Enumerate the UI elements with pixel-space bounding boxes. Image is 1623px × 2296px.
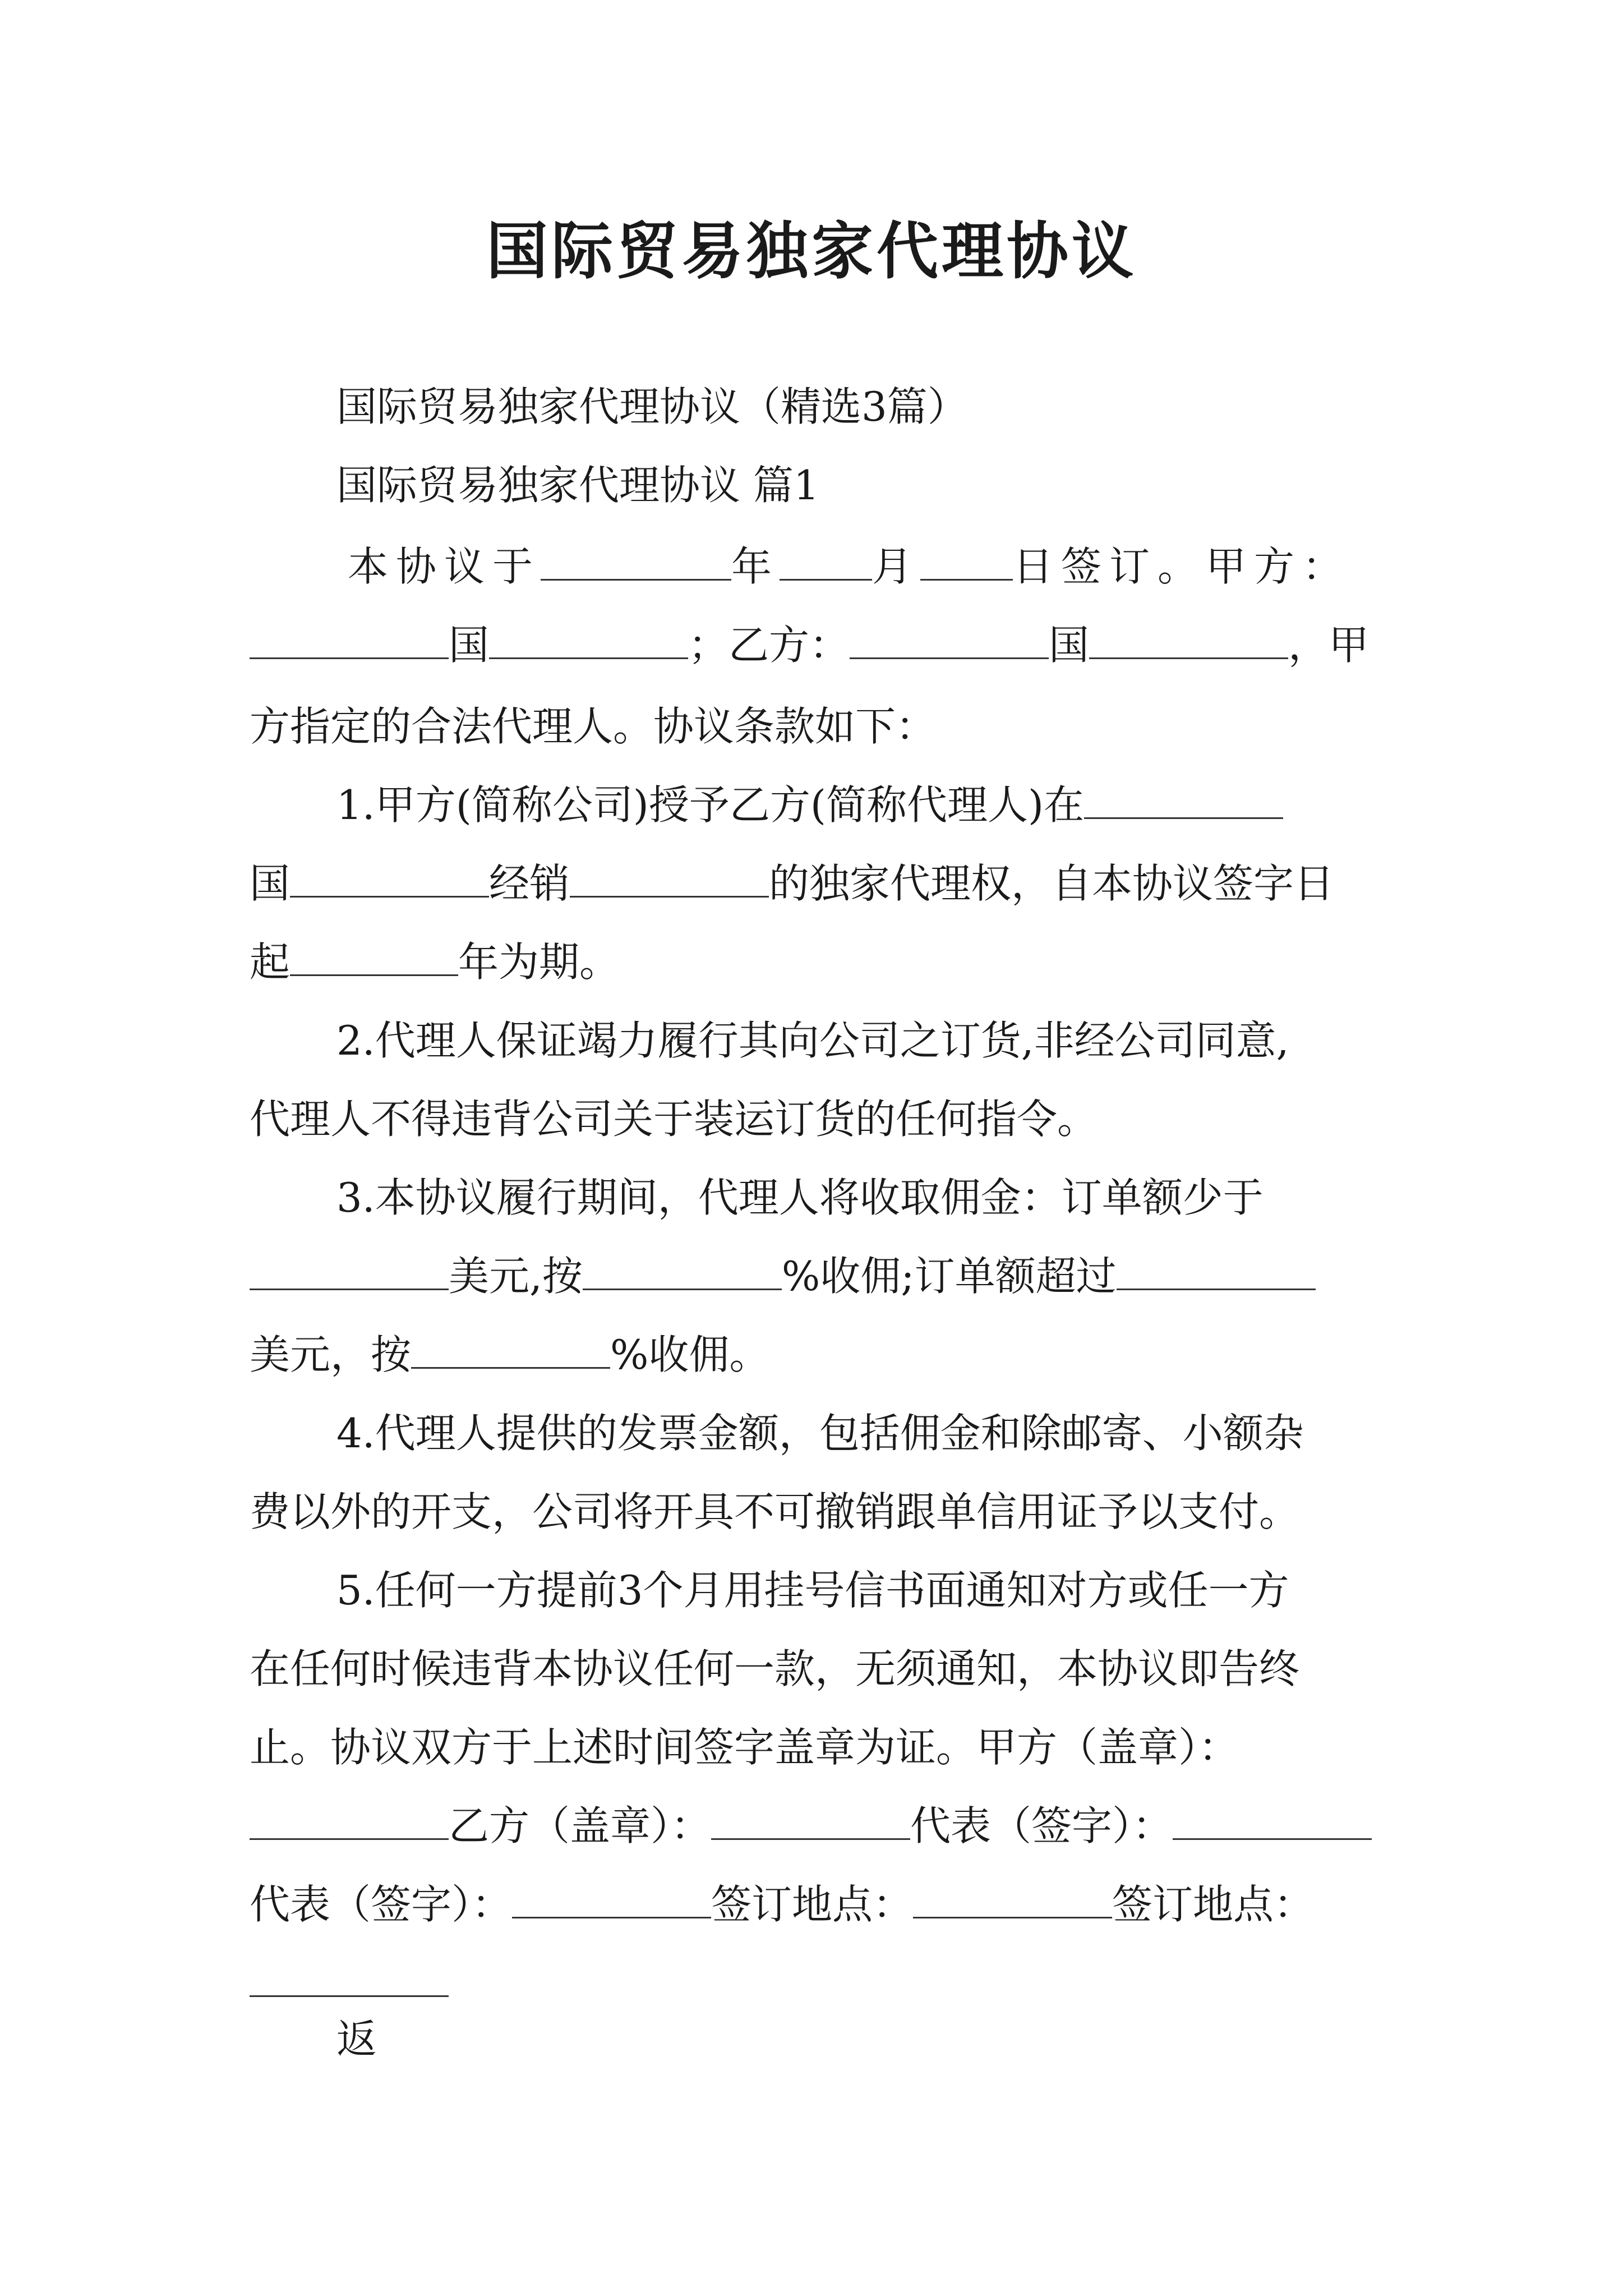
- text: 签订地点：: [711, 1881, 914, 1928]
- text: 国: [449, 622, 490, 669]
- signature-line-2: [250, 1876, 1382, 1932]
- footer-text: 返: [336, 2016, 377, 2063]
- text: 的独家代理权，自本协议签字日: [769, 860, 1335, 907]
- blank: [850, 617, 1049, 659]
- blank: [711, 1798, 910, 1840]
- preamble-line-2: [250, 617, 1382, 673]
- clause-5-line-3: 止。协议双方于上述时间签字盖章为证。甲方（盖章）：: [250, 1724, 1239, 1771]
- blank: [1084, 777, 1283, 819]
- text: 年为期。: [458, 938, 620, 986]
- blank: [583, 1248, 782, 1290]
- year-blank: [541, 539, 731, 581]
- text: 美元,按: [449, 1253, 583, 1300]
- text: %收佣。: [610, 1331, 770, 1378]
- text: 经销: [489, 860, 570, 907]
- blank: [913, 1876, 1112, 1918]
- blank: [411, 1327, 610, 1369]
- section-heading: 国际贸易独家代理协议 篇1: [336, 462, 819, 509]
- clause-3-line-1: 3.本协议履行期间，代理人将收取佣金：订单额少于: [336, 1174, 1264, 1221]
- text: 代表（签字）：: [250, 1881, 513, 1928]
- document-subtitle: 国际贸易独家代理协议（精选3篇）: [336, 383, 968, 430]
- clause-3-line-3: [250, 1327, 1382, 1383]
- clause-3-line-2: [250, 1248, 1382, 1304]
- blank: [1089, 617, 1288, 659]
- text: 1.甲方(简称公司)授予乙方(简称代理人)在: [336, 781, 1085, 829]
- clause-2-line-1: 2.代理人保证竭力履行其向公司之订货,非经公司同意,: [336, 1017, 1289, 1064]
- blank: [570, 855, 769, 898]
- signature-line-3: [250, 1955, 1382, 2011]
- clause-2-line-2: 代理人不得违背公司关于装运订货的任何指令。: [250, 1096, 1098, 1143]
- clause-1-line-3: [250, 934, 1382, 990]
- signature-line-1: [250, 1798, 1382, 1854]
- blank: [290, 934, 458, 976]
- preamble-line-1: [348, 539, 1382, 595]
- blank: [290, 855, 489, 898]
- blank: [1173, 1798, 1372, 1840]
- blank: [1117, 1248, 1316, 1290]
- blank: [250, 617, 449, 659]
- clause-4-line-1: 4.代理人提供的发票金额，包括佣金和除邮寄、小额杂: [336, 1410, 1304, 1457]
- text: ；乙方：: [688, 622, 850, 669]
- clause-4-line-2: 费以外的开支，公司将开具不可撤销跟单信用证予以支付。: [250, 1488, 1300, 1535]
- text: 国: [1049, 622, 1090, 669]
- text: 乙方（盖章）：: [449, 1802, 712, 1849]
- text: 代表（签字）：: [910, 1802, 1173, 1849]
- clause-5-line-2: 在任何时候违背本协议任何一款，无须通知，本协议即告终: [250, 1645, 1300, 1692]
- clause-1-line-1: [336, 777, 1382, 833]
- blank: [489, 617, 688, 659]
- text: ，甲: [1288, 622, 1370, 669]
- text: 月: [872, 543, 921, 590]
- document-title: 国际贸易独家代理协议: [486, 215, 1137, 287]
- preamble-line-3: 方指定的合法代理人。协议条款如下：: [250, 703, 937, 750]
- blank: [250, 1955, 449, 1997]
- text: 本协议于: [348, 543, 541, 590]
- blank: [512, 1876, 711, 1918]
- text: 年: [731, 543, 780, 590]
- text: 国: [250, 860, 291, 907]
- clause-5-line-1: 5.任何一方提前3个月用挂号信书面通知对方或任一方: [336, 1567, 1289, 1614]
- month-blank: [780, 539, 872, 581]
- day-blank: [920, 539, 1013, 581]
- text: 美元，按: [250, 1331, 412, 1378]
- blank: [250, 1248, 449, 1290]
- text: %收佣;订单额超过: [781, 1253, 1117, 1300]
- blank: [250, 1798, 449, 1840]
- text: 起: [250, 938, 291, 986]
- text: 签订地点：: [1112, 1881, 1315, 1928]
- clause-1-line-2: [250, 855, 1382, 912]
- text: 日签订。甲方：: [1013, 543, 1351, 590]
